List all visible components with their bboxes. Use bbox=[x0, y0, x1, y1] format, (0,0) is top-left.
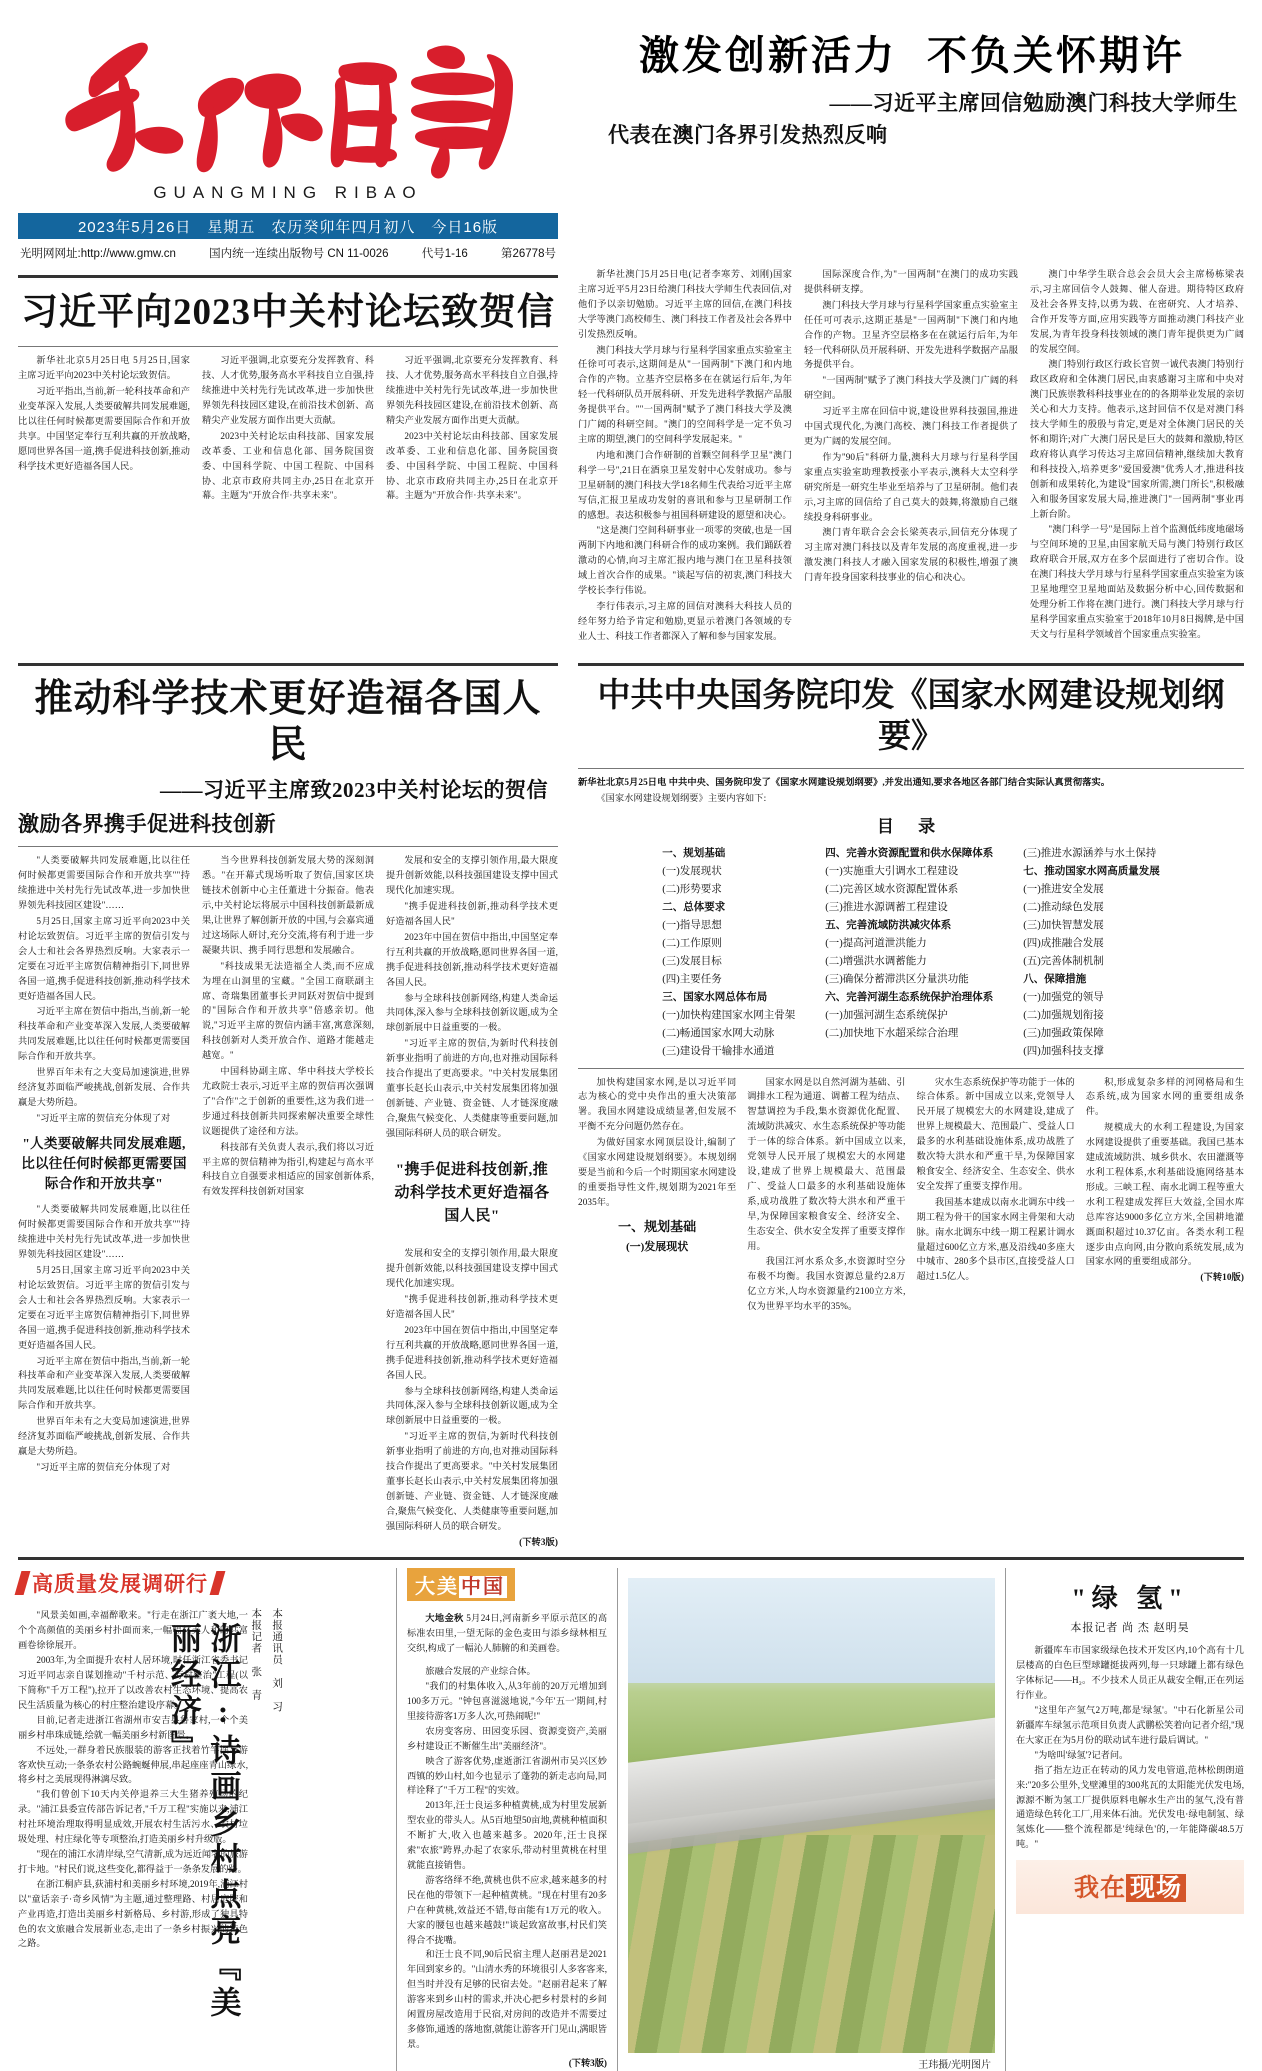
toc-item[interactable]: 三、国家水网总体布局 bbox=[662, 992, 768, 1004]
paragraph: "习近平主席的贺信,为新时代科技创新事业指明了前进的方向,也对推动国际科技合作提出了更高要求。"中关村发展集团董事长赵长山表示,中关村发展集团将加强创新链、产业链、资金链、人才链深度融合,聚焦气候变化、人类健康等重要问题,加强国际科研人员的联合研发。 bbox=[386, 1038, 558, 1138]
paragraph: 我国江河水系众多,水资源时空分布极不均衡。我国水资源总量约2.8万亿立方米,人均水资源量约2100立方米,仅为世界平均水平的35%。 bbox=[747, 1256, 906, 1312]
publication-info bbox=[18, 245, 558, 261]
paragraph: 2003年,为全面提升农村人居环境,时任浙江省委书记习近平同志亲自谋划推动"千村示范、万村整治"工程(以下简称"千万工程"),拉开了以改善农村生态环境、提高农民生活质量为核心的村庄整治建设序幕。 bbox=[18, 1655, 248, 1710]
guangming-ribao-calligraphy bbox=[43, 19, 533, 184]
masthead-left bbox=[18, 14, 558, 261]
badge-scene-b: 现场 bbox=[1126, 1874, 1186, 1902]
paragraph: 澳门特别行政区行政长官贺一诚代表澳门特别行政区政府和全体澳门居民,由衷感谢习主席和中央对澳门民族崇教科科技事业在的的各期举业发展的亲切关心和大力支持。他表示,这封回信不仅是对澳门科技大学师生的殷殷与肯定,更是对全体澳门居民的关怀和期许;对广大澳门居民是巨大的鼓舞和激励,特区政府将认真学习传达习主席回信精神,继续加大教育和科技投入,培养更多"爱国爱澳"优秀人才,推进科技创新和成果转化,为建设"国家所需,澳门所长",积极融入和服务国家发展大局,推进澳门"一国两制"事业再上新台阶。 bbox=[1030, 359, 1244, 519]
paragraph: 澳门中华学生联合总会会员大会主席杨栋梁表示,习主席回信令人鼓舞、催人奋进。期待特区政府及社会各界支持,以勇为载、在密研究、人才培养、合作开发等方面,应用实践等方面推动澳门科技产业发展,为青年投身科技领域的澳门青年提供更为广阔的发展空间。 bbox=[1030, 269, 1244, 354]
divider bbox=[578, 663, 1244, 666]
paragraph: "习近平主席的贺信,为新时代科技创新事业指明了前进的方向,也对推动国际科技合作提出了更高要求。"中关村发展集团董事长赵长山表示,中关村发展集团将加强创新链、产业链、资金链、人才链深度融合,聚焦气候变化、人类健康等重要问题,加强国际科研人员的联合研发。 bbox=[386, 1431, 558, 1531]
issue-number: 第26778号 bbox=[500, 248, 556, 260]
paragraph: 映含了游客优势,虚逝浙江省湖州市吴兴区妙西镇的妙山村,如今也显示了蓬勃的新走志向局,同样诠释了"千万工程"的实效。 bbox=[407, 1755, 607, 1796]
green-hydrogen-col-0 bbox=[1016, 1643, 1244, 1852]
story1-col-0 bbox=[18, 353, 190, 504]
headline-science-sub1: ——习近平主席致2023中关村论坛的贺信 bbox=[160, 778, 548, 803]
toc-item[interactable]: (二)完善区域水资源配置体系 bbox=[825, 884, 959, 896]
water-col-0 bbox=[578, 1075, 736, 1210]
paragraph: "这是澳门空间科研事业一项零的突破,也是一国两制下内地和澳门科研合作的成功案例。我们踊跃着激动的心情,向习主席汇报内地与澳门在卫星科技领域上首次合作的成果。"谈起写信的初衷,澳门科技大学校长李行伟说。 bbox=[578, 525, 792, 596]
mid-body bbox=[18, 655, 1244, 1550]
badge-hq-label: 高质量发展调研行 bbox=[32, 1573, 208, 1597]
paragraph: 当今世界科技创新发展大势的深刻洞悉。"在开幕式现场听取了贺信,国家区块链技术创新中心主任董进十分振奋。他表示,中关村论坛将展示中国科技创新最新成果,让世界了解创新开放的中国,与会嘉宾通过这场际人研讨,充分交流,将有利于进一步凝聚共识、携手同行思想和发展融合。 bbox=[202, 855, 374, 955]
paragraph: 世界百年未有之大变局加速演进,世界经济复苏面临严峻挑战,创新发展、合作共赢是大势所趋。 bbox=[18, 1067, 190, 1107]
toc-item[interactable]: (三)加快智慧发展 bbox=[1023, 920, 1104, 932]
headline-water-network: 中共中央国务院印发《国家水网建设规划纲要》 bbox=[597, 677, 1225, 755]
paragraph: "携手促进科技创新,推动科学技术更好造福各国人民" bbox=[386, 901, 558, 926]
paragraph: 2023年中国在贺信中指出,中国坚定奉行互利共赢的开放战略,愿同世界各国一道,携手促进科技创新,推动科学技术更好造福各国人民。 bbox=[386, 931, 558, 987]
toc-item[interactable]: (一)加强河湖生态系统保护 bbox=[825, 1010, 948, 1022]
water-col-0-wrap bbox=[578, 1075, 736, 1316]
zhejiang-jump[interactable]: (下转3版) bbox=[568, 2057, 607, 2068]
water-col-1 bbox=[747, 1075, 905, 1316]
damei-title: 大地金秋 bbox=[425, 1613, 464, 1624]
toc-item[interactable]: (五)完善体制机制 bbox=[1023, 956, 1104, 968]
story2-col-2-wrap bbox=[386, 853, 558, 1549]
zhejiang-col-1 bbox=[407, 1664, 607, 2052]
toc-item[interactable]: (二)加快地下水超采综合治理 bbox=[825, 1028, 959, 1040]
headline-science-sub2: 激励各界携手促进科技创新 bbox=[18, 812, 276, 837]
paragraph: 国际深度合作,为"一国两制"在澳门的成功实践提供科研支撑。 bbox=[804, 269, 1018, 294]
toc-item[interactable]: (二)工作原则 bbox=[662, 938, 722, 950]
issue-weekday: 星期五 bbox=[207, 218, 256, 236]
toc-item[interactable]: (四)成推融合发展 bbox=[1023, 938, 1104, 950]
toc-item[interactable]: 一、规划基础 bbox=[662, 847, 726, 859]
paragraph: 为做好国家水网顶层设计,编制了《国家水网建设规划纲要》。本规划纲要是当前和今后一个时期国家水网建设的重要指导性文件,规划期为2021年至2035年。 bbox=[578, 1137, 737, 1207]
top-headline bbox=[580, 32, 1244, 79]
zhejiang-feature bbox=[18, 1568, 386, 2070]
paragraph: 2023年中国在贺信中指出,中国坚定奉行互利共赢的开放战略,愿同世界各国一道,携手促进科技创新,推动科学技术更好造福各国人民。 bbox=[386, 1324, 558, 1380]
paragraph: 习近平强调,北京要充分发挥教育、科技、人才优势,服务高水平科技自立自强,持续推进中关村先行先试改革,进一步加快世界领先科技园区建设,在前沿技术创新、高精尖产业发展方面作出更大贡献。 bbox=[202, 355, 374, 425]
badge-damei-b: 中国 bbox=[461, 1576, 505, 1599]
paragraph: "一国两制"赋予了澳门科技大学及澳门广阔的科研空间。 bbox=[804, 375, 1018, 401]
paragraph: 科技部有关负责人表示,我们将以习近平主席的贺信精神为指引,构建起与高水平科技自立自强要求相适应的国家创新体系,有效发挥科技创新对国家 bbox=[202, 1141, 374, 1197]
divider bbox=[18, 846, 558, 847]
paragraph: "人类要破解共同发展难题,比以往任何时候都更需要国际合作和开放共享""持续推进中关村先行先试改革,进一步加快世界领先科技园区建设"…… bbox=[18, 1204, 190, 1260]
date-bar bbox=[18, 213, 558, 239]
headline-zhongguancun: 习近平向2023中关村论坛致贺信 bbox=[21, 292, 555, 333]
paragraph: 2013年,汪士良运多种植黄桃,成为村里发展新型农业的带头人。从5百地望50亩地,黄桃种植面积不断扩大,收入也越来越多。2020年,汪士良探索"农旅"跨界,办起了农家乐,带动村里黄桃在村里就能直接销售。 bbox=[407, 1800, 607, 1870]
toc-item[interactable]: (一)实施重大引调水工程建设 bbox=[825, 866, 959, 878]
paragraph: 和汪士良不同,90后民宿主理人赵丽君是2021年回到家乡的。"山清水秀的环境很引人多客客来,但当时并没有足够的民宿去处。"赵丽君起来了解游客来到乡山村的需求,并决心把乡村景村的乡间闲置房屋改造用于民宿,对房间的改造并不需要过多修饰,通透的落地窗,就能让游客开门见山,满眼皆景。 bbox=[407, 1949, 607, 2049]
topright-col-1 bbox=[804, 267, 1018, 645]
badge-i-am-on-site[interactable] bbox=[1016, 1860, 1244, 1914]
paragraph: 游客络绎不绝,黄桃也供不应求,越来越多的村民在他的带领下一起种植黄桃。"现在村里有20多户在种黄桃,效益还不错,每亩能有1万元的收入。大家的腰包也越来越鼓!"谈起致富故事,村民们笑得合不拢嘴。 bbox=[407, 1874, 607, 1945]
toc-list-right bbox=[1023, 845, 1160, 1062]
paragraph: "携手促进科技创新,推动科学技术更好造福各国人民" bbox=[386, 1294, 558, 1319]
paragraph: 习近平强调,北京要充分发挥教育、科技、人才优势,服务高水平科技自立自强,持续推进中关村先行先试改革,进一步加快世界领先科技园区建设,在前沿技术创新、高精尖产业发展方面作出更大贡献。 bbox=[386, 355, 558, 425]
toc-list-mid bbox=[825, 845, 993, 1062]
paragraph: 2023中关村论坛由科技部、国家发展改革委、工业和信息化部、国务院国资委、中国科学院、中国工程院、中国科协、北京市政府共同主办,25日在北京开幕。主题为"开放合作·共享未来"。 bbox=[202, 430, 374, 501]
badge-damei-a: 大美 bbox=[415, 1576, 459, 1599]
top-subheadline-2: 代表在澳门各界引发热烈反响 bbox=[608, 123, 888, 148]
toc-heading: 目 录 bbox=[876, 816, 946, 836]
issue-date: 2023年5月26日 bbox=[77, 218, 192, 236]
story2-jump[interactable]: (下转3版) bbox=[519, 1536, 558, 1547]
paragraph: 中国科协副主席、华中科技大学校长尤政院士表示,习近平主席的贺信再次强调了"合作"之于创新的重要性,这为我们进一步通过科技创新共同探索解决重要全球性议题提供了途径和方法。 bbox=[202, 1066, 374, 1136]
story2-columns bbox=[18, 853, 558, 1549]
left-column-upper bbox=[18, 267, 558, 645]
photo-feature bbox=[628, 1568, 995, 2070]
toc-item[interactable]: (四)主要任务 bbox=[662, 974, 722, 986]
damei-body bbox=[407, 1611, 607, 1656]
toc-item[interactable]: (三)加强政策保障 bbox=[1023, 1028, 1104, 1040]
paragraph: 世界百年未有之大变局加速演进,世界经济复苏面临严峻挑战,创新发展、合作共赢是大势所趋。 bbox=[18, 1416, 190, 1456]
water-col-3-wrap bbox=[1086, 1075, 1244, 1316]
toc-item[interactable]: (三)确保分蓄滞洪区分量洪功能 bbox=[825, 974, 969, 986]
website-url[interactable]: 光明网网址:http://www.gmw.cn bbox=[20, 248, 176, 260]
top-subheadline-1: ——习近平主席回信勉励澳门科技大学师生 bbox=[829, 91, 1238, 116]
paragraph: 旅融合发展的产业综合体。 bbox=[425, 1666, 536, 1677]
story2-col-0b bbox=[18, 1202, 190, 1474]
paragraph: "人类要破解共同发展难题,比以往任何时候都更需要国际合作和开放共享""持续推进中关村先行先试改革,进一步加快世界领先科技园区建设"…… bbox=[18, 855, 190, 911]
zhejiang-byline-2: 本报通讯员 刘 习 bbox=[271, 1608, 283, 1713]
divider bbox=[18, 346, 558, 347]
paragraph: 习近平主席在贺信中指出,当前,新一轮科技革命和产业变革深入发展,人类要破解共同发展难题,比以往任何时候都更需要国际合作和开放共享。 bbox=[18, 1006, 190, 1062]
water-col-3 bbox=[1086, 1075, 1244, 1270]
paragraph: "科技成果无法造福全人类,而不应成为埋在山洞里的宝藏。"全国工商联副主席、奇瑞集团董事长尹同跃对贺信中提到的"国际合作和开放共享"倍感亲切。他说,"习近平主席的贺信内涵丰富,寓意深刻,科技创新对人类开放合作、道路才能越走越宽。" bbox=[202, 960, 374, 1061]
water-lead bbox=[578, 775, 1244, 806]
divider-vertical bbox=[1005, 1568, 1006, 2070]
badge-high-quality-development[interactable] bbox=[18, 1568, 222, 1598]
paragraph: 加快构建国家水网,是以习近平同志为核心的党中央作出的重大决策部署。我国水网建设成绩显著,但发展不平衡不充分问题仍然存在。 bbox=[578, 1076, 737, 1132]
toc-item[interactable]: (二)加强规划衔接 bbox=[1023, 1010, 1104, 1022]
toc-item[interactable]: 五、完善流域防洪减灾体系 bbox=[825, 920, 952, 932]
paragraph: 规模成大的水利工程建设,为国家水网建设提供了重要基础。我国已基本建成流域防洪、城乡供水、农田灌溉等水利工程体系,水利基础设施网络基本形成。三峡工程、南水北调工程等重大水利工程建成发挥巨大效益,全国水库总库容达9000多亿立方米,全国耕地灌溉面积超过10.37亿亩。各类水利工程逐步由点向网,由分散向系统发展,成为国家水网的重要组成部分。 bbox=[1085, 1122, 1244, 1267]
paragraph: 我国基本建成以南水北调东中线一期工程为骨干的国家水网主骨架和大动脉。南水北调东中线一期工程累计调水量超过600亿立方米,惠及沿线40多座大中城市、280多个县市区,直接受益人口超过1.5亿人。 bbox=[916, 1196, 1075, 1282]
postal-code: 代号1-16 bbox=[421, 248, 468, 260]
issn-number: 国内统一连续出版物号 CN 11-0026 bbox=[209, 248, 389, 260]
toc-item[interactable]: (二)推动绿色发展 bbox=[1023, 902, 1104, 914]
toc-item[interactable]: (四)加强科技支撑 bbox=[1023, 1046, 1104, 1058]
toc-item[interactable]: (一)加强党的领导 bbox=[1023, 992, 1104, 1004]
water-sub-title: (一)发展现状 bbox=[625, 1240, 689, 1253]
story2-col-1 bbox=[202, 853, 374, 1199]
paragraph: 习近平主席在回信中说,建设世界科技强国,推进中国式现代化,为澳门高校、澳门科技工作者提供了更为广阔的发展空间。 bbox=[804, 406, 1018, 446]
paragraph: 积,形成复杂多样的河网格局和生态系统,成为国家水网的重要组成条件。 bbox=[1085, 1076, 1244, 1117]
water-section-title: 一、规划基础 bbox=[618, 1218, 697, 1234]
water-columns bbox=[578, 1075, 1244, 1316]
paragraph: "习近平主席的贺信充分体现了对 bbox=[36, 1461, 171, 1472]
slash-right-icon bbox=[210, 1571, 226, 1595]
story2-col-0 bbox=[18, 853, 190, 1125]
damei-text: 5月24日,河南新乡平原示范区的高标准农田里,一望无际的金色麦田与添乡绿林相互交织,构成了一幅沁人肺腑的和美画卷。 bbox=[407, 1613, 608, 1654]
zhejiang-title: 浙江:诗画乡村点亮『美丽经济』 bbox=[165, 1622, 241, 2023]
toc-wrap bbox=[578, 845, 1244, 1062]
slash-left-icon bbox=[15, 1571, 31, 1595]
green-hydrogen-feature bbox=[1016, 1568, 1244, 2070]
story1-col-1 bbox=[202, 353, 374, 504]
photo-frame bbox=[628, 1578, 995, 2052]
paragraph: 澳门青年联合会会长梁英表示,回信充分体现了习主席对澳门科技以及青年发展的高度重视,进一步激发澳门科技人才融入国家发展的积极性,增强了澳门青年投身国家科技事业的信心和决心。 bbox=[804, 527, 1018, 583]
toc-item[interactable]: (三)建设骨干输排水通道 bbox=[662, 1046, 775, 1058]
photo-sky bbox=[628, 1578, 995, 1682]
toc-item[interactable]: 八、保障措施 bbox=[1023, 974, 1087, 986]
paragraph: "现在的浦江水清岸绿,空气清新,成为远近闻名的旅游打卡地。"村民们说,这些变化,都得益于一条条发展的路。 bbox=[18, 1848, 248, 1874]
divider bbox=[578, 1068, 1244, 1069]
masthead-row bbox=[18, 14, 1244, 261]
bottom-section bbox=[18, 1557, 1244, 2070]
left-column-mid bbox=[18, 655, 558, 1550]
toc-item[interactable]: (一)加快构建国家水网主骨架 bbox=[662, 1010, 796, 1022]
zhejiang-body bbox=[18, 1608, 376, 2042]
story1-col-2 bbox=[386, 353, 558, 504]
badge-scene-a: 我在 bbox=[1073, 1874, 1126, 1903]
green-hydrogen-byline: 本报记者 尚 杰 赵明昊 bbox=[1070, 1622, 1190, 1635]
paragraph: 内地和澳门合作研制的首颗空间科学卫星"澳门科学一号",21日在酒泉卫星发射中心发射成功。参与卫星研制的澳门科技大学18名师生代表给习近平主席写信,汇报卫星成功发射的喜讯和参与卫星研制工作的感想。表达积极参与祖国科研建设的愿望和决心。 bbox=[578, 449, 792, 520]
paragraph: 2023中关村论坛由科技部、国家发展改革委、工业和信息化部、国务院国资委、中国科学院、中国工程院、中国科协、北京市政府共同主办,25日在北京开幕。主题为"开放合作·共享未来"。 bbox=[386, 430, 558, 501]
paragraph: 参与全球科技创新网络,构建人类命运共同体,深入参与全球科技创新议题,成为全球创新展中日益重要的一极。 bbox=[386, 1385, 558, 1426]
paragraph: "我们曾创下10天内关停退养三大生猪养殖场的纪录。"浦江县委宣传部告诉记者,"千万工程"实施以来,浦江村社环境治理取得明显成效,开展农村生活污水、农村垃圾处理、村庄绿化等专项整治,打造美丽乡村升级版。 bbox=[18, 1789, 248, 1845]
paragraph: 在浙江桐庐县,荻浦村和美丽乡村环境,2019年,浦江村以"童话亲子·奇乡风情"为主题,通过整理路、村居庭院和产业再造,打造出美丽乡村新格局、乡村游,形成了独具特色的农文旅融合发展新业态,走出了一条乡村振兴的特色之路。 bbox=[18, 1878, 248, 1949]
story2-col-0-wrap bbox=[18, 853, 190, 1549]
water-toc-label: 《国家水网建设规划纲要》主要内容如下: bbox=[596, 793, 767, 804]
paragraph: 不远处,一群身着民族服装的游客正找着竹竿摆与游客欢快互动;一条条农村公路蜿蜒伸展,串起座座青山绿水,将乡村之美展现得淋漓尽致。 bbox=[18, 1744, 248, 1785]
paragraph: 灾水生态系统保护等功能于一体的综合体系。新中国成立以来,党领导人民开展了规模宏大的水网建设,建成了世界上规模最大、范围最广、受益人口最多的水利基础设施体系,成功战胜了数次特大洪水和严重干旱,为保障国家粮食安全、经济安全、生态安全、供水安全发挥了重要支撑作用。 bbox=[916, 1076, 1075, 1191]
toc-item[interactable]: (二)畅通国家水网大动脉 bbox=[662, 1028, 775, 1040]
photo-credit: 王玮摄/光明图片 bbox=[918, 2059, 991, 2071]
masthead-right bbox=[558, 14, 1244, 149]
badge-damei-zhongguo[interactable] bbox=[407, 1568, 607, 1601]
right-column-upper bbox=[558, 267, 1244, 645]
story2-col-2 bbox=[386, 853, 558, 1140]
headline-science-benefit: 推动科学技术更好造福各国人民 bbox=[34, 677, 542, 767]
toc-item[interactable]: (三)发展目标 bbox=[662, 956, 722, 968]
aerial-farmland-photo bbox=[628, 1578, 995, 2052]
pinyin-subtitle: GUANGMING RIBAO bbox=[153, 183, 423, 202]
paragraph: 习近平主席在贺信中指出,当前,新一轮科技革命和产业变革深入发展,人类要破解共同发展难题,比以往任何时候都更需要国际合作和开放共享。 bbox=[18, 1355, 190, 1411]
toc-item[interactable]: (一)推进安全发展 bbox=[1023, 884, 1104, 896]
toc-item[interactable]: (一)指导思想 bbox=[662, 920, 722, 932]
toc-item[interactable]: 七、推动国家水网高质量发展 bbox=[1023, 866, 1160, 878]
paragraph: 新华社澳门5月25日电(记者李寒芳、刘刚)国家主席习近平5月23日给澳门科技大学师生代表回信,对他们予以亲切勉励。习近平主席的回信,在澳门科技大学等澳门高校师生、澳门科技工作者及社会各界中引发热烈反响。 bbox=[578, 269, 792, 339]
pullquote-1: "人类要破解共同发展难题,比以往任何时候都更需要国际合作和开放共享" bbox=[21, 1135, 187, 1192]
paragraph: "为啥叫'绿氢'?记者问。 bbox=[1034, 1749, 1129, 1760]
paragraph: "习近平主席的贺信充分体现了对 bbox=[36, 1112, 171, 1123]
water-lead-text: 新华社北京5月25日电 中共中央、国务院印发了《国家水网建设规划纲要》,并发出通知,要求各地区各部门结合实际认真贯彻落实。 bbox=[578, 777, 1111, 788]
topright-col-0 bbox=[578, 267, 792, 645]
toc-item[interactable]: (一)提高河道泄洪能力 bbox=[825, 938, 927, 950]
zhejiang-title-wrap bbox=[165, 1608, 376, 2042]
top-headline-part-b: 不负关怀期许 bbox=[927, 33, 1185, 78]
water-jump[interactable]: (下转10版) bbox=[1200, 1272, 1244, 1283]
toc-item[interactable]: 四、完善水资源配置和供水保障体系 bbox=[825, 847, 994, 859]
photo-fields bbox=[628, 1835, 995, 2053]
right-column-mid bbox=[558, 655, 1244, 1550]
issue-lunar-date: 农历癸卯年四月初八 bbox=[271, 218, 416, 236]
paragraph: "风景美如画,幸福醉歌来。"行走在浙江广袤大地,一个个高颜值的美丽乡村扑面而来,一幅幅材美人和的共富画卷徐徐展开。 bbox=[18, 1610, 248, 1651]
toc-list-left bbox=[662, 845, 795, 1062]
toc-item[interactable]: 六、完善河湖生态系统保护治理体系 bbox=[825, 992, 994, 1004]
divider bbox=[18, 663, 558, 666]
paragraph: 农房变客房、田园变乐园、资源变资产,美丽乡村建设正不断催生出"美丽经济"。 bbox=[407, 1725, 607, 1751]
toc-item[interactable]: (一)发展现状 bbox=[662, 866, 722, 878]
divider-vertical bbox=[396, 1568, 397, 2070]
divider bbox=[578, 768, 1244, 769]
paragraph: 新华社北京5月25日电 5月25日,国家主席习近平向2023中关村论坛致贺信。 bbox=[18, 355, 190, 381]
paragraph: "这里年产氢气2万吨,都是'绿氢'。"中石化新星公司新疆库车绿氢示范项目负责人武鹏松笑着向记者介绍,"现在大家正在为5月份的联动试车进行最后调试。" bbox=[1016, 1705, 1244, 1745]
paragraph: 目前,记者走进浙江省湖州市安吉县鲁家村,一个个美丽乡村串珠成链,绘就一幅美丽乡村新图景。 bbox=[18, 1714, 248, 1740]
paragraph: 发展和安全的支撑引领作用,最大限度提升创新效能,以科技强国建设支撑中国式现代化加速实现。 bbox=[386, 1248, 558, 1289]
divider-vertical bbox=[617, 1568, 618, 2070]
paragraph: 新疆库车市国家级绿色技术开发区内,10个高有十几层楼高的白色巨型球罐挺拔两列,每一只球罐上都有绿色字体标记——H₂。不少技术人员正从裁安全帽,正在列运行作业。 bbox=[1016, 1645, 1244, 1701]
green-hydrogen-title: "绿 氢" bbox=[1071, 1584, 1189, 1614]
paragraph: 作为"90后"科研力量,澳科大月球与行星科学国家重点实验室助理教授张小平表示,澳科大太空科学研究所是一研究生毕业至培养与了卫星研制。他们表示,习主席的回信给了自己莫大的鼓舞,将激励自己继续投身科研事业。 bbox=[804, 451, 1018, 522]
story2-col-2b bbox=[386, 1246, 558, 1533]
paragraph: 澳门科技大学月球与行星科学国家重点实验室主任徐可可表示,这期间是从"一国两制"下澳门和内地合作的产物。立基齐空层格多在在就运行后年,为年轻一代科研队员开展科研、开发先进科学教据产品服务提供平台。""一国两制"赋予了澳门科技大学及澳门广阔的科研空间。"澳门的空间科学是一定不负习主席的期望,澳门的空间科学发展起来。" bbox=[578, 344, 792, 444]
paragraph: 参与全球科技创新网络,构建人类命运共同体,深入参与全球科技创新议题,成为全球创新展中日益重要的一极。 bbox=[386, 992, 558, 1033]
toc-item[interactable]: 二、总体要求 bbox=[662, 902, 726, 914]
paragraph: 5月25日,国家主席习近平向2023中关村论坛致贺信。习近平主席的贺信引发与会人士和社会各界热烈反响。大家表示一定要在习近平主席贺信精神指引下,同世界各国一道,携手促进科技创新,推动科学技术更好造福各国人民。 bbox=[18, 1265, 190, 1350]
issue-page-count: 今日16版 bbox=[431, 218, 499, 236]
toc-item[interactable]: (二)形势要求 bbox=[662, 884, 722, 896]
divider bbox=[18, 1557, 1244, 1560]
damei-feature bbox=[407, 1568, 607, 2070]
water-col-2 bbox=[917, 1075, 1075, 1316]
toc-item[interactable]: (三)推进水源涵养与水土保持 bbox=[1023, 847, 1157, 859]
bottom-row bbox=[18, 1568, 1244, 2070]
story1-columns bbox=[18, 353, 558, 504]
story2-col-1-wrap bbox=[202, 853, 374, 1549]
paragraph: 澳门科技大学月球与行星科学国家重点实验室主任任可可表示,这期正基是"一国两制"下澳门和内地合作的产物。卫星齐空层格多在在就运行后年,为年轻一代科研队员开展科研、开发先进科学数据产品服务提供平台。 bbox=[804, 299, 1018, 370]
paragraph: "我们的村集体收入,从3年前的20万元增加到100多万元。"钟包喜滋滋地说,"今年'五一'期间,村里接待游客1万多人次,可热闹呢!" bbox=[407, 1681, 607, 1721]
topright-columns bbox=[578, 267, 1244, 645]
paragraph: 5月25日,国家主席习近平向2023中关村论坛致贺信。习近平主席的贺信引发与会人士和社会各界热烈反响。大家表示一定要在习近平主席贺信精神指引下,同世界各国一道,携手促进科技创新,推动科学技术更好造福各国人民。 bbox=[18, 916, 190, 1001]
paragraph: 指了指左边正在转动的风力发电管道,范林松朗朗道来:"20多公里外,戈壁滩里的300兆瓦的太阳能光伏发电场,源源不断为氢工厂提供原料电解水生产出的氢气,没有普通造绿色转化工厂,用来体石油。光伏发电·绿电制氢、绿氢炼化——整个流程都是'纯绿色'的,一年能降碳48.5万吨。" bbox=[1016, 1764, 1244, 1850]
paragraph: 李行伟表示,习主席的回信对澳科大科技人员的经年努力给予肯定和勉励,更显示着澳门各领域的专业人士、科技工作者都深入了解和参与国家发展。 bbox=[578, 600, 792, 641]
newspaper-logo bbox=[18, 14, 558, 189]
paragraph: 发展和安全的支撑引领作用,最大限度提升创新效能,以科技强国建设支撑中国式现代化加速实现。 bbox=[386, 855, 558, 896]
paragraph: 习近平指出,当前,新一轮科技革命和产业变革深入发展,人类要破解共同发展难题,比以往任何时候都更需要国际合作和开放共享。中国坚定奉行互利共赢的开放战略,愿同世界各国一道,携手促进科技创新,推动科学技术更好造福各国人民。 bbox=[18, 386, 190, 471]
upper-body bbox=[18, 267, 1244, 645]
paragraph: "澳门科学一号"是国际上首个监测低纬度地磁场与空间环境的卫星,由国家航天局与澳门特别行政区政府联合开展,双方在多个层面进行了密切合作。设在澳门科技大学月球与行星科学国家重点实验室为该卫星地理空卫星地面站及数据分析中心,回传数据和处理分析工作将在澳门进行。澳门科技大学月球与行星科学国家重点实验室于2018年10月8日揭牌,是中国天文与行星科学领域首个国家重点实验室。 bbox=[1030, 524, 1244, 639]
top-headline-part-a: 激发创新活力 bbox=[639, 33, 897, 78]
pullquote-2: "携手促进科技创新,推动科学技术更好造福各国人民" bbox=[394, 1161, 550, 1225]
toc-item[interactable]: (二)增强洪水调蓄能力 bbox=[825, 956, 927, 968]
divider bbox=[18, 275, 558, 278]
zhejiang-byline-1: 本报记者 张 青 bbox=[250, 1608, 262, 1702]
paragraph: 国家水网是以自然河湖为基础、引调排水工程为通道、调蓄工程为结点、智慧调控为手段,集水资源优化配置、流域防洪减灾、水生态系统保护等功能于一体的综合体系。新中国成立以来,党领导人民开展了规模宏大的水网建设,建成了世界上规模最大、范围最广、受益人口最多的水利基础设施体系,成功战胜了数次特大洪水和严重干旱,为保障国家粮食安全、经济安全、生态安全、供水安全发挥了重要支撑作用。 bbox=[747, 1076, 906, 1251]
topright-col-2 bbox=[1030, 267, 1244, 645]
toc-item[interactable]: (三)推进水源调蓄工程建设 bbox=[825, 902, 948, 914]
